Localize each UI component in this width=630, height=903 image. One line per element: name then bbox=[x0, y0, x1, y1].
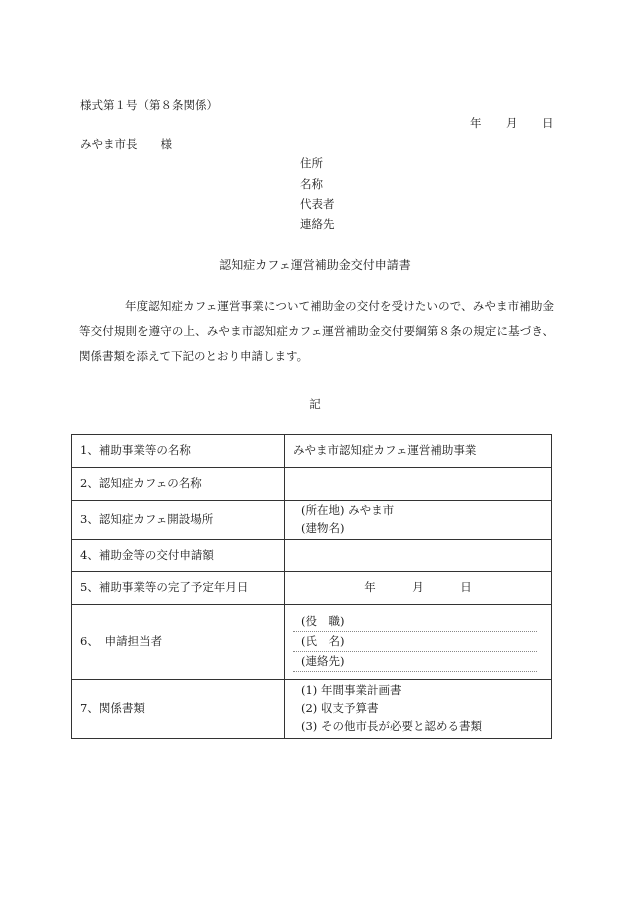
completion-date-cell bbox=[285, 572, 552, 605]
row-label: 2、認知症カフェの名称 bbox=[72, 468, 285, 501]
location-cell bbox=[285, 501, 552, 540]
row-label: 7、関係書類 bbox=[72, 680, 285, 739]
application-table bbox=[71, 434, 552, 739]
addressee: みやま市長 様 bbox=[80, 137, 172, 151]
table-row bbox=[72, 501, 552, 540]
row-label: 4、補助金等の交付申請額 bbox=[72, 540, 285, 572]
contact-person-cell bbox=[285, 605, 552, 680]
row-label: 3、認知症カフェ開設場所 bbox=[72, 501, 285, 540]
completion-month: 月 bbox=[412, 580, 424, 595]
location-address: (所在地) みやま市 bbox=[301, 503, 395, 518]
contact-phone: (連絡先) bbox=[293, 652, 537, 672]
location-building: (建物名) bbox=[301, 521, 345, 535]
completion-day: 日 bbox=[460, 580, 472, 595]
date-line bbox=[470, 117, 554, 131]
table-row bbox=[72, 572, 552, 605]
date-day: 日 bbox=[542, 116, 554, 130]
contact-position: (役 職) bbox=[293, 612, 537, 632]
doc-item: (3) その他市長が必要と認める書類 bbox=[301, 718, 482, 733]
date-year: 年 bbox=[470, 116, 482, 130]
table-row bbox=[72, 680, 552, 739]
ki-heading: 記 bbox=[309, 397, 321, 411]
table-row bbox=[72, 435, 552, 468]
table-row bbox=[72, 605, 552, 680]
doc-item: (2) 収支予算書 bbox=[301, 701, 379, 716]
row-label: 6、 申請担当者 bbox=[72, 605, 285, 680]
applicant-address-label: 住所 bbox=[300, 156, 323, 170]
form-number: 様式第１号（第８条関係） bbox=[80, 98, 218, 112]
table-row bbox=[72, 468, 552, 501]
row-label: 5、補助事業等の完了予定年月日 bbox=[72, 572, 285, 605]
document-title: 認知症カフェ運営補助金交付申請書 bbox=[219, 258, 411, 272]
applicant-representative-label: 代表者 bbox=[300, 197, 335, 211]
date-month: 月 bbox=[506, 116, 518, 130]
completion-year: 年 bbox=[364, 580, 376, 595]
row-value: みやま市認知症カフェ運営補助事業 bbox=[285, 435, 552, 468]
applicant-name-label: 名称 bbox=[300, 177, 323, 191]
row-label: 1、補助事業等の名称 bbox=[72, 435, 285, 468]
row-value bbox=[285, 468, 552, 501]
related-docs-cell bbox=[285, 680, 552, 739]
body-paragraph: 年度認知症カフェ運営事業について補助金の交付を受けたいので、みやま市補助金等交付規則を遵守の上、みやま市認知症カフェ運営補助金交付要綱第８条の規定に基づき、関係書類を添えて下記のとおり申請します。 bbox=[79, 299, 554, 363]
contact-name: (氏 名) bbox=[293, 632, 537, 652]
table-row bbox=[72, 540, 552, 572]
applicant-contact-label: 連絡先 bbox=[300, 217, 335, 231]
doc-item: (1) 年間事業計画書 bbox=[301, 683, 402, 698]
row-value bbox=[285, 540, 552, 572]
